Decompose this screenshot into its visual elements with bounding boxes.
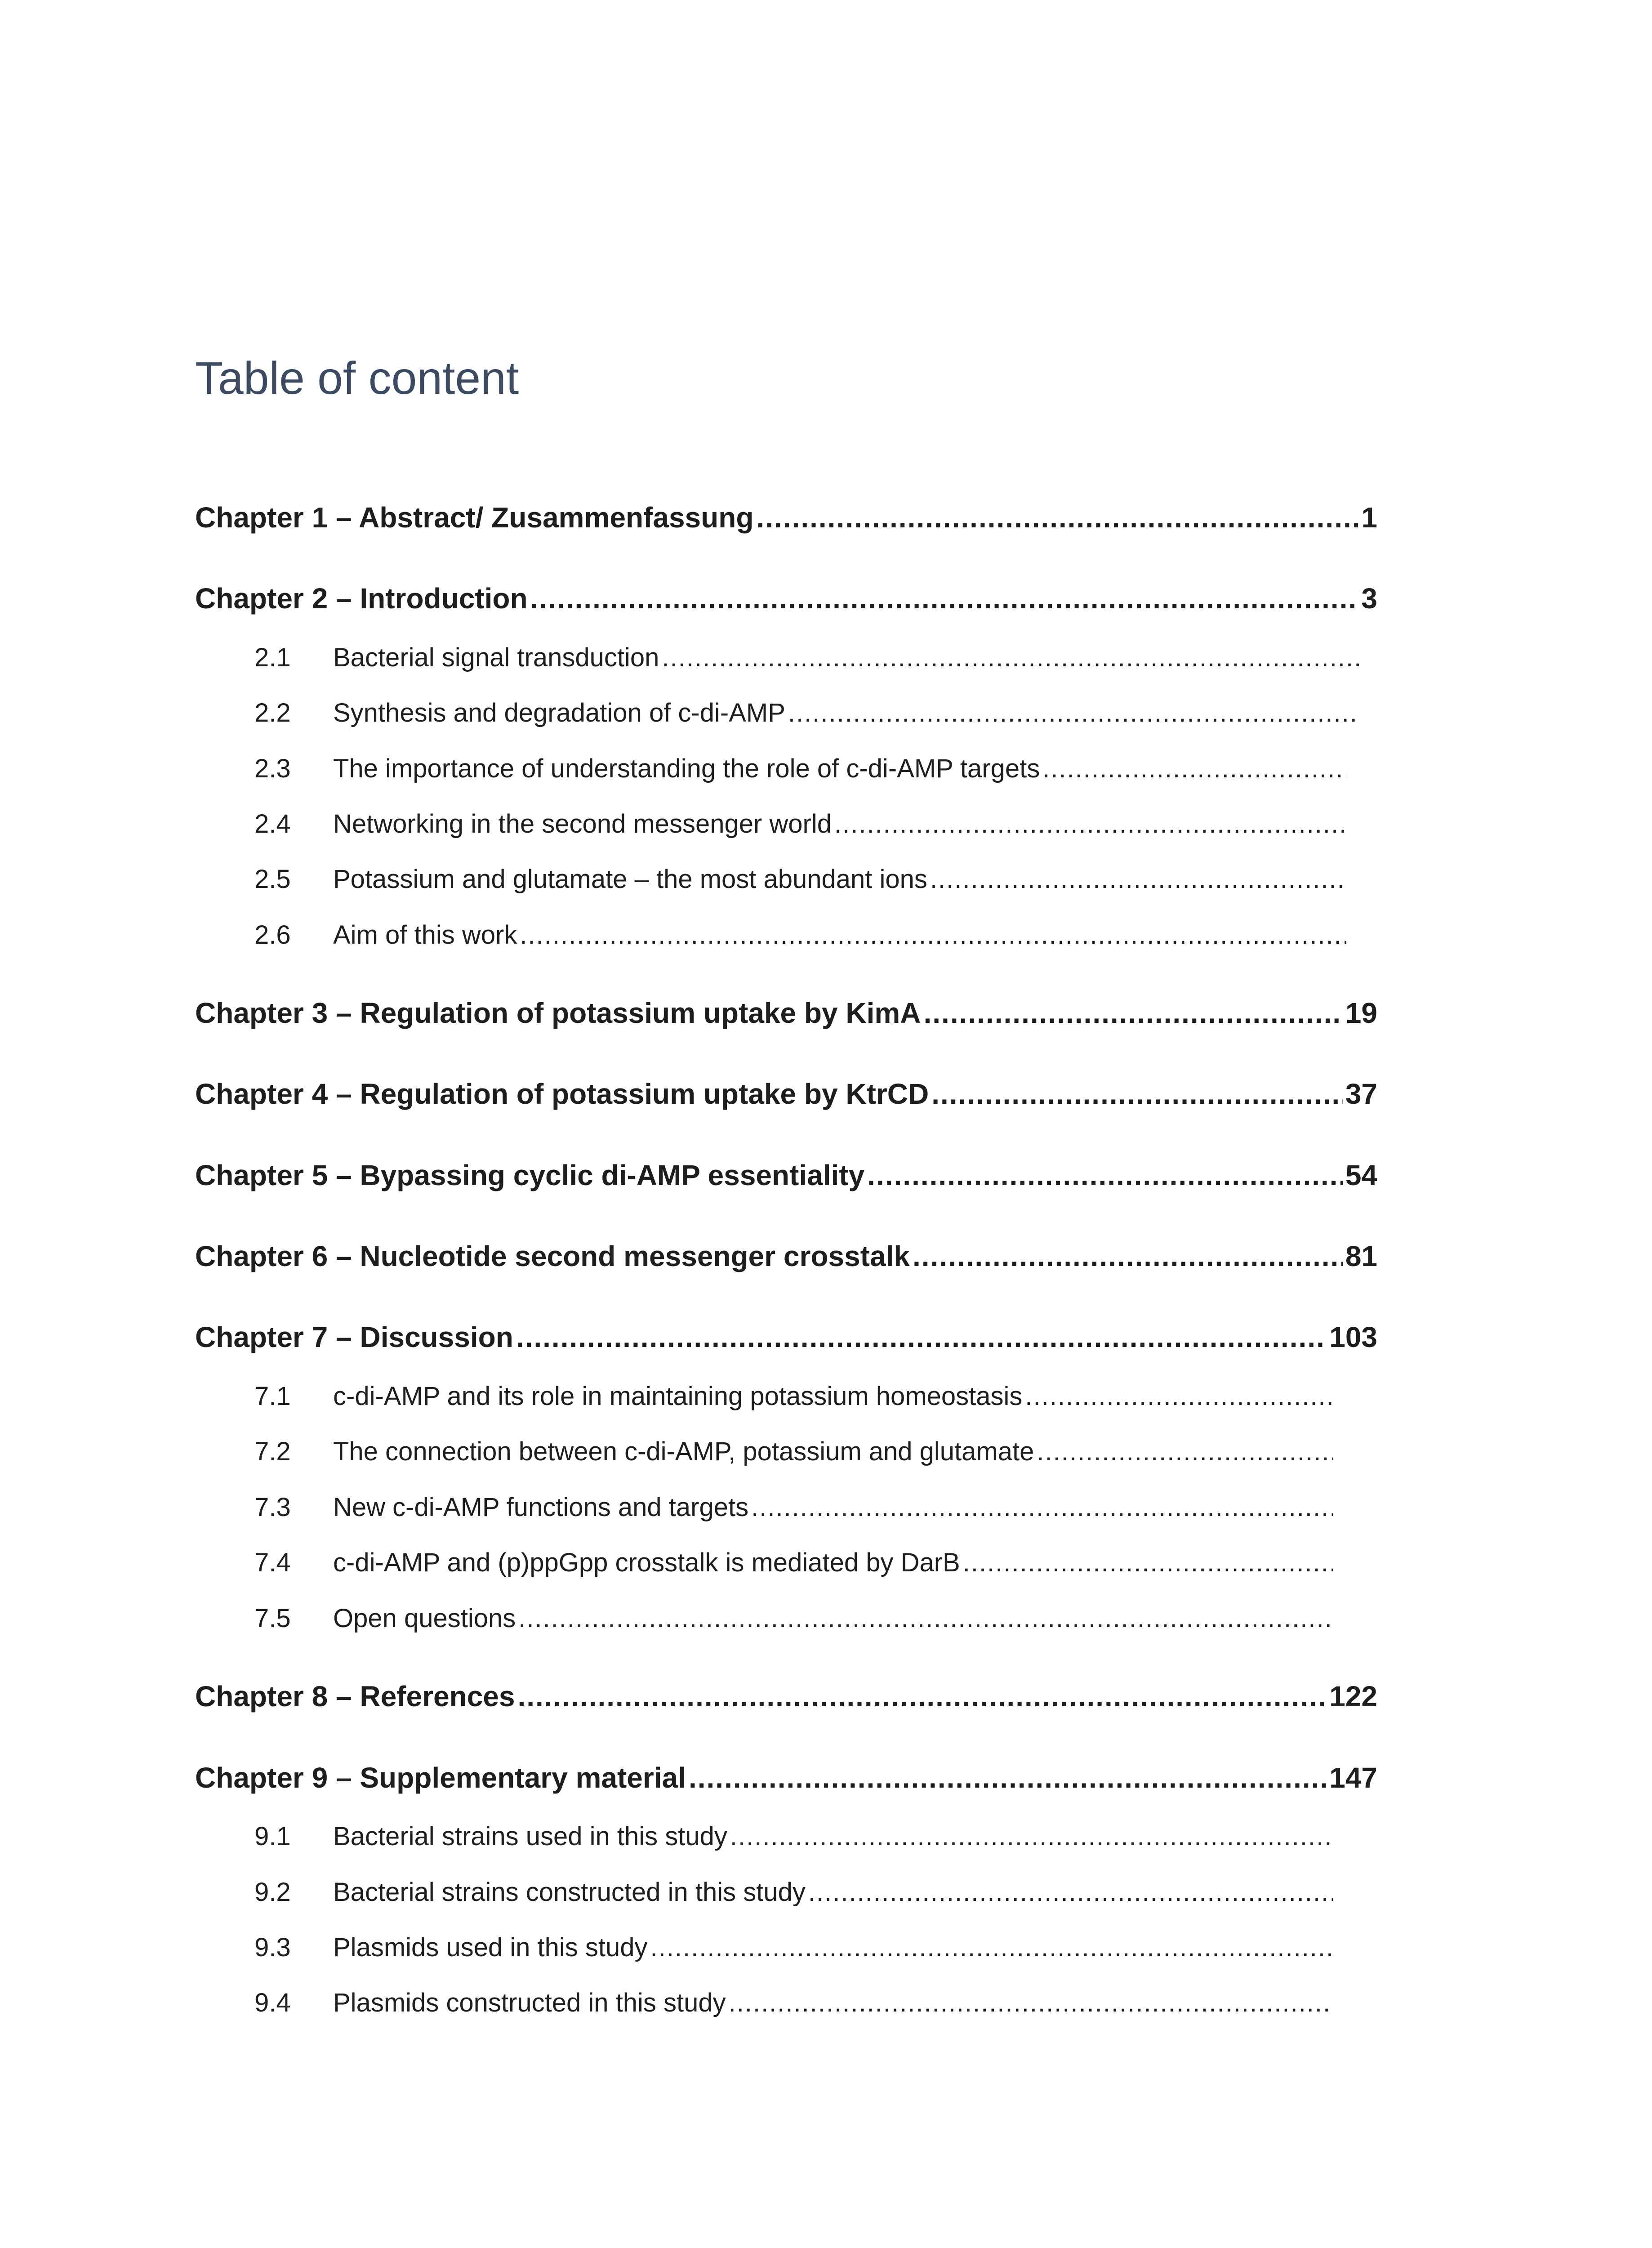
toc-chapter-entry[interactable] (195, 1680, 1377, 1713)
dot-leader (756, 501, 1358, 535)
toc-section-number: 2.4 (254, 809, 291, 839)
toc-section-entry[interactable] (254, 1548, 1336, 1578)
toc-entry-title: Chapter 6 – Nucleotide second messenger crosstalk (195, 1240, 910, 1272)
toc-entry-title: Chapter 1 – Abstract/ Zusammenfassung (195, 501, 754, 534)
toc-section-number: 9.3 (254, 1933, 291, 1962)
toc-section-entry[interactable] (254, 754, 1349, 784)
toc-section-entry[interactable] (254, 643, 1363, 673)
toc-section-number: 9.4 (254, 1988, 291, 2017)
dot-leader (516, 1321, 1327, 1354)
toc-section-entry[interactable] (254, 1493, 1336, 1523)
toc-page-number: 81 (1345, 1240, 1377, 1272)
dot-leader (518, 1604, 1333, 1634)
toc-entry-title: Bacterial signal transduction (333, 643, 659, 672)
toc-entry-title: c-di-AMP and (p)ppGpp crosstalk is mediated by DarB (333, 1548, 960, 1577)
toc-entry-title: The importance of understanding the role of c-di-AMP targets (333, 754, 1040, 783)
dot-leader (730, 1822, 1333, 1852)
toc-section-entry[interactable] (254, 1988, 1336, 2018)
toc-section-entry[interactable] (254, 865, 1349, 895)
dot-leader (913, 1240, 1343, 1273)
toc-entry-title: Chapter 3 – Regulation of potassium uptake by KimA (195, 997, 921, 1029)
toc-section-number: 2.3 (254, 754, 291, 783)
toc-page-number: 103 (1329, 1321, 1377, 1353)
toc-section-entry[interactable] (254, 1604, 1336, 1634)
toc-entry-title: Plasmids constructed in this study (333, 1988, 726, 2017)
toc-section-number: 7.1 (254, 1382, 291, 1411)
toc-entry-title: Chapter 8 – References (195, 1680, 515, 1713)
dot-leader (788, 698, 1360, 728)
toc-section-entry[interactable] (254, 1878, 1336, 1908)
toc-entry-title: The connection between c-di-AMP, potassium and glutamate (333, 1437, 1034, 1466)
toc-chapter-entry[interactable] (195, 1078, 1377, 1111)
toc-entry-title: Potassium and glutamate – the most abundant ions (333, 865, 927, 894)
dot-leader (1025, 1382, 1333, 1412)
toc-entry-title: New c-di-AMP functions and targets (333, 1493, 749, 1522)
toc-chapter-entry[interactable] (195, 1240, 1377, 1273)
dot-leader (867, 1159, 1343, 1192)
toc-section-number: 2.2 (254, 698, 291, 727)
toc-page-number: 54 (1345, 1159, 1377, 1191)
dot-leader (650, 1933, 1333, 1963)
toc-page-number: 19 (1345, 997, 1377, 1029)
toc-entry-title: Chapter 4 – Regulation of potassium uptake by KtrCD (195, 1078, 929, 1110)
dot-leader (729, 1988, 1333, 2018)
dot-leader (931, 1078, 1343, 1111)
toc-section-entry[interactable] (254, 1822, 1336, 1852)
toc-page-number: 1 (1361, 501, 1377, 534)
dot-leader (520, 920, 1346, 950)
toc-page-number: 3 (1361, 582, 1377, 615)
dot-leader (834, 809, 1346, 839)
dot-leader (517, 1680, 1327, 1713)
dot-leader (808, 1878, 1333, 1908)
toc-section-entry[interactable] (254, 1933, 1336, 1963)
dot-leader (930, 865, 1346, 895)
page-title: Table of content (195, 352, 519, 404)
dot-leader (751, 1493, 1333, 1523)
dot-leader (530, 582, 1359, 616)
toc-section-entry[interactable] (254, 698, 1363, 728)
toc-chapter-entry[interactable] (195, 1159, 1377, 1192)
toc-section-entry[interactable] (254, 920, 1349, 950)
toc-page-number: 147 (1329, 1762, 1377, 1794)
toc-section-number: 9.1 (254, 1822, 291, 1851)
toc-entry-title: Chapter 7 – Discussion (195, 1321, 513, 1353)
toc-page-number: 122 (1329, 1680, 1377, 1713)
toc-section-number: 2.6 (254, 920, 291, 950)
toc-entry-title: Networking in the second messenger world (333, 809, 832, 839)
toc-entry-title: c-di-AMP and its role in maintaining potassium homeostasis (333, 1382, 1023, 1411)
dot-leader (689, 1762, 1327, 1795)
dot-leader (963, 1548, 1333, 1578)
toc-entry-title: Synthesis and degradation of c-di-AMP (333, 698, 785, 727)
toc-section-number: 7.3 (254, 1493, 291, 1522)
dot-leader (1042, 754, 1346, 784)
toc-entry-title: Chapter 5 – Bypassing cyclic di-AMP essentiality (195, 1159, 865, 1191)
toc-chapter-entry[interactable] (195, 1321, 1377, 1354)
dot-leader (662, 643, 1360, 673)
toc-section-number: 2.5 (254, 865, 291, 894)
dot-leader (1037, 1437, 1333, 1467)
toc-chapter-entry[interactable] (195, 1762, 1377, 1795)
toc-section-entry[interactable] (254, 809, 1349, 839)
toc-entry-title: Bacterial strains used in this study (333, 1822, 727, 1851)
toc-section-number: 7.5 (254, 1604, 291, 1633)
toc-chapter-entry[interactable] (195, 582, 1377, 616)
dot-leader (923, 997, 1342, 1030)
toc-section-entry[interactable] (254, 1382, 1336, 1412)
toc-entry-title: Chapter 9 – Supplementary material (195, 1762, 686, 1794)
toc-section-number: 7.4 (254, 1548, 291, 1577)
toc-page-number: 37 (1345, 1078, 1377, 1110)
toc-chapter-entry[interactable] (195, 501, 1377, 535)
toc-section-entry[interactable] (254, 1437, 1336, 1467)
toc-chapter-entry[interactable] (195, 997, 1377, 1030)
toc-entry-title: Plasmids used in this study (333, 1933, 648, 1962)
toc-entry-title: Bacterial strains constructed in this study (333, 1878, 806, 1907)
toc-section-number: 9.2 (254, 1878, 291, 1907)
toc-entry-title: Chapter 2 – Introduction (195, 582, 528, 615)
toc-section-number: 7.2 (254, 1437, 291, 1466)
toc-section-number: 2.1 (254, 643, 291, 672)
toc-entry-title: Open questions (333, 1604, 516, 1633)
toc-entry-title: Aim of this work (333, 920, 517, 950)
